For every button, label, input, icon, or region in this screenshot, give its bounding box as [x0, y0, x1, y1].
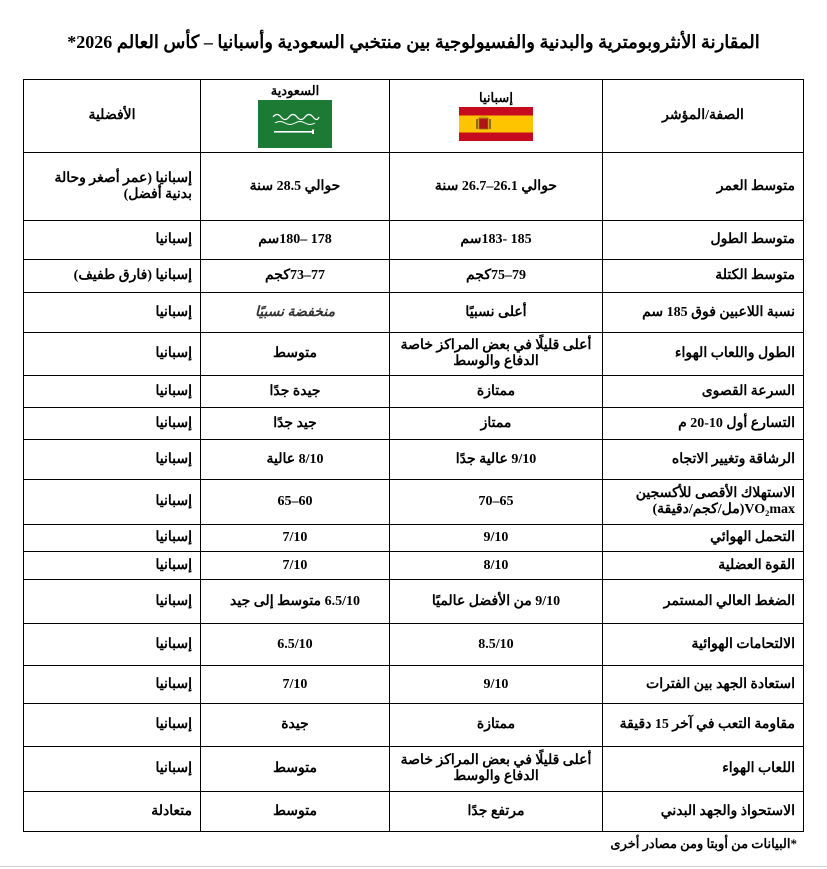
table-row	[24, 293, 804, 333]
row-better: إسبانيا	[24, 408, 201, 440]
row-attribute: الاستحواذ والجهد البدني	[603, 792, 804, 832]
row-saudi-value: جيدة	[201, 704, 390, 747]
row-saudi-value: 60–65	[201, 480, 390, 525]
row-saudi-value: 7/10	[201, 525, 390, 552]
table-row	[24, 747, 804, 792]
row-better: إسبانيا	[24, 333, 201, 376]
row-saudi-value: جيد جدًا	[201, 408, 390, 440]
row-better: إسبانيا	[24, 440, 201, 480]
table-row	[24, 624, 804, 666]
row-attribute: مقاومة التعب في آخر 15 دقيقة	[603, 704, 804, 747]
row-spain-value: 8.5/10	[390, 624, 603, 666]
row-spain-value: أعلى نسبيًا	[390, 293, 603, 333]
row-spain-value: 9/10	[390, 666, 603, 704]
row-better: إسبانيا	[24, 580, 201, 624]
header-saudi-label: السعودية	[270, 83, 320, 98]
header-attribute: الصفة/المؤشر	[603, 80, 804, 153]
row-saudi-value: متوسط	[201, 792, 390, 832]
table-row	[24, 525, 804, 552]
page-title: المقارنة الأنثروبومترية والبدنية والفسيولوجية بين منتخبي السعودية وأسبانيا – كأس العالم 2026*	[67, 32, 760, 52]
table-row	[24, 704, 804, 747]
comparison-table	[23, 79, 804, 832]
row-better: إسبانيا	[24, 552, 201, 580]
row-spain-value: أعلى قليلًا في بعض المراكز خاصة الدفاع والوسط	[390, 747, 603, 792]
header-spain-label: إسبانيا	[479, 90, 513, 105]
row-better: إسبانيا (فارق طفيف)	[24, 260, 201, 293]
row-spain-value: ممتازة	[390, 704, 603, 747]
row-saudi-value: متوسط	[201, 747, 390, 792]
row-attribute: متوسط الكتلة	[603, 260, 804, 293]
row-spain-value: أعلى قليلًا في بعض المراكز خاصة الدفاع والوسط	[390, 333, 603, 376]
row-saudi-value: منخفضة نسبيًا	[201, 293, 390, 333]
row-spain-value: 79–75كجم	[390, 260, 603, 293]
row-better: إسبانيا	[24, 525, 201, 552]
row-spain-value: 9/10 عالية جدًا	[390, 440, 603, 480]
header-spain	[390, 80, 603, 153]
row-better: متعادلة	[24, 792, 201, 832]
row-saudi-value: متوسط	[201, 333, 390, 376]
row-saudi-value: 8/10 عالية	[201, 440, 390, 480]
table-row	[24, 260, 804, 293]
table-row	[24, 408, 804, 440]
table-row	[24, 666, 804, 704]
row-spain-value: حوالي 26.1–26.7 سنة	[390, 153, 603, 221]
row-better: إسبانيا	[24, 221, 201, 260]
row-saudi-value: حوالي 28.5 سنة	[201, 153, 390, 221]
row-better: إسبانيا	[24, 293, 201, 333]
row-better: إسبانيا (عمر أصغر وحالة بدنية أفضل)	[24, 153, 201, 221]
table-row	[24, 333, 804, 376]
row-attribute: الطول واللعاب الهواء	[603, 333, 804, 376]
header-better: الأفضلية	[24, 80, 201, 153]
row-spain-value: مرتفع جدًا	[390, 792, 603, 832]
row-attribute: متوسط الطول	[603, 221, 804, 260]
bottom-divider	[0, 866, 827, 867]
row-spain-value: 9/10 من الأفضل عالميًا	[390, 580, 603, 624]
row-spain-value: 9/10	[390, 525, 603, 552]
saudi-flag-icon	[258, 100, 332, 148]
row-spain-value: 8/10	[390, 552, 603, 580]
table-row	[24, 153, 804, 221]
row-spain-value: ممتازة	[390, 376, 603, 408]
row-better: إسبانيا	[24, 624, 201, 666]
row-attribute: التحمل الهوائي	[603, 525, 804, 552]
footnote: *البيانات من أوبتا ومن مصادر أخرى	[610, 836, 797, 851]
row-saudi-value: 77–73كجم	[201, 260, 390, 293]
row-attribute: متوسط العمر	[603, 153, 804, 221]
row-spain-value: 185 -183سم	[390, 221, 603, 260]
row-saudi-value: 6.5/10 متوسط إلى جيد	[201, 580, 390, 624]
table-row	[24, 552, 804, 580]
header-saudi	[201, 80, 390, 153]
row-attribute: استعادة الجهد بين الفترات	[603, 666, 804, 704]
row-spain-value: 65–70	[390, 480, 603, 525]
table-row	[24, 221, 804, 260]
row-saudi-value: 7/10	[201, 552, 390, 580]
table-row	[24, 376, 804, 408]
row-saudi-value: 7/10	[201, 666, 390, 704]
row-saudi-value: 178 –180سم	[201, 221, 390, 260]
table-row	[24, 580, 804, 624]
row-attribute: الاستهلاك الأقصى للأكسجين VO₂max(مل/كجم/دقيقة)	[603, 480, 804, 525]
row-attribute: القوة العضلية	[603, 552, 804, 580]
spain-flag-icon	[459, 107, 533, 141]
table-row	[24, 480, 804, 525]
row-better: إسبانيا	[24, 480, 201, 525]
row-attribute: نسبة اللاعبين فوق 185 سم	[603, 293, 804, 333]
table-row	[24, 440, 804, 480]
row-attribute: التسارع أول 10-20 م	[603, 408, 804, 440]
table-header-row	[24, 80, 804, 153]
row-saudi-value: جيدة جدًا	[201, 376, 390, 408]
row-attribute: الرشاقة وتغيير الاتجاه	[603, 440, 804, 480]
row-attribute: الالتحامات الهوائية	[603, 624, 804, 666]
row-better: إسبانيا	[24, 704, 201, 747]
row-saudi-value: 6.5/10	[201, 624, 390, 666]
row-spain-value: ممتاز	[390, 408, 603, 440]
row-attribute: الضغط العالي المستمر	[603, 580, 804, 624]
row-better: إسبانيا	[24, 666, 201, 704]
row-attribute: اللعاب الهواء	[603, 747, 804, 792]
row-attribute: السرعة القصوى	[603, 376, 804, 408]
table-row	[24, 792, 804, 832]
row-better: إسبانيا	[24, 747, 201, 792]
row-better: إسبانيا	[24, 376, 201, 408]
